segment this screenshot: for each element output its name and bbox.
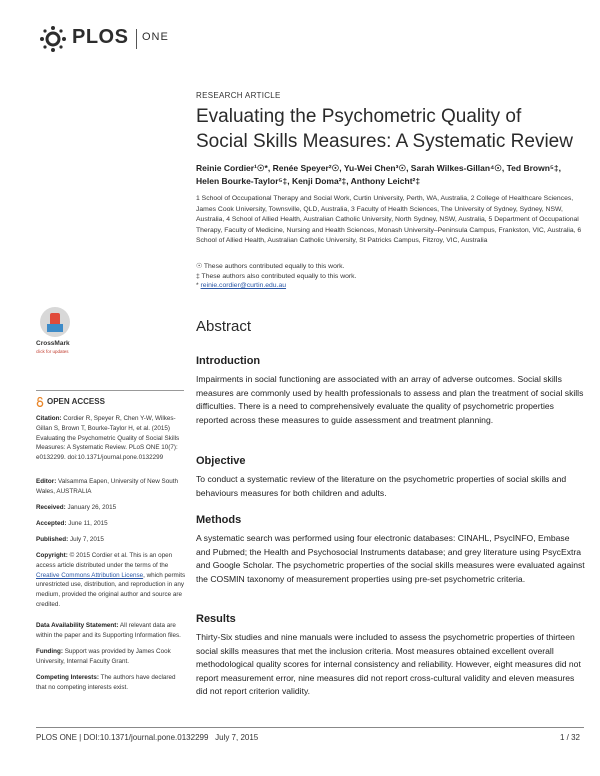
competing-text: The authors have declared that no competing interests exist. — [36, 674, 176, 691]
editor-label: Editor: — [36, 478, 57, 485]
introduction-text: Impairments in social functioning are associated with an array of adverse outcomes. Social skills measures are commonly used by health professionals to assess and plan the treatment of social skills difficulties. There is a need to comprehensively evaluate the quality of psychometric properties reported across these measures to guide assessment and treatment planning. — [196, 374, 584, 425]
copyright-text-rest: , which permits unrestricted use, distribution, and reproduction in any medium, provided the original author and source are credited. — [36, 571, 186, 608]
logo-divider — [136, 29, 137, 49]
sidebar-competing-interests — [36, 673, 186, 693]
journal-name: ONE — [142, 31, 169, 43]
methods-heading: Methods — [196, 514, 242, 526]
affiliations: 1 School of Occupational Therapy and Social Work, Curtin University, Perth, WA, Australia, 2 College of Healthcare Sciences, James Cook University, Townsville, QLD, Australia, 3 Faculty of Health Sciences, The University of Sydney, Sydney, NSW, Australia, 4 School of Allied Health, Australian Catholic University, North Sydney, NSW, Australia, 5 Department of Occupational Therapy, Faculty of Medicine, Nursing and Health Sciences, Monash University–Peninsula Campus, Frankston, VIC, Australia, 6 School of Allied Health, Australian Catholic University, St Patricks Campus, Fitzroy, VIC, Australia — [196, 195, 582, 244]
note-also-equal: ‡ These authors also contributed equally to this work. — [196, 272, 357, 280]
competing-label: Competing Interests: — [36, 674, 99, 681]
sidebar-received — [36, 503, 186, 513]
sidebar-data-availability — [36, 621, 186, 641]
methods-text: A systematic search was performed using four electronic databases: CINAHL, PsycINFO, Embase and Pubmed; the Health and Psychosocial Instruments database; and grey literature using PsycExtra and Google Scholar. The psychometric properties of the social skills measures were evaluated against the COSMIN taxonomy of measurement properties using pre-set psychometric criteria. — [196, 533, 585, 584]
published-label: Published: — [36, 536, 69, 543]
note-equal-contribution: ☉ These authors contributed equally to this work. — [196, 263, 345, 270]
plos-dots-icon — [38, 25, 68, 53]
author-notes — [196, 262, 586, 291]
page-number: 1 / 32 — [559, 733, 580, 742]
article-title: Evaluating the Psychometric Quality of Social Skills Measures: A Systematic Review — [196, 106, 573, 152]
footer-doi: PLOS ONE | DOI:10.1371/journal.pone.0132299 — [36, 733, 209, 742]
crossmark-badge[interactable] — [36, 307, 76, 365]
abstract-heading: Abstract — [196, 318, 252, 335]
sidebar-accepted — [36, 519, 186, 529]
results-heading: Results — [196, 613, 236, 625]
objective-heading: Objective — [196, 455, 246, 467]
crossmark-blue-bar — [47, 324, 63, 332]
editor-text: Valsamma Eapen, University of New South Wales, AUSTRALIA — [36, 478, 178, 495]
objective-text: To conduct a systematic review of the literature on the psychometric properties of social skills and behaviours measures for both children and adults. — [196, 474, 567, 498]
received-date: January 26, 2015 — [67, 504, 117, 511]
funding-label: Funding: — [36, 648, 63, 655]
results-text: Thirty-Six studies and nine manuals were included to assess the psychometric properties of thirteen social skills measures that met the inclusion criteria. Most measures obtained excellent overall methodological quality scores for internal consistency and reliability. However, eight measures did not report measurement error, nine measures did not report cross-cultural validity and eleven measures did not report criterion validity. — [196, 632, 581, 697]
copyright-text: © 2015 Cordier et al. This is an open access article distributed under the terms of the — [36, 552, 173, 569]
email-link[interactable]: reinie.cordier@curtin.edu.au — [200, 282, 287, 289]
sidebar-citation — [36, 414, 186, 463]
crossmark-label: CrossMark — [36, 340, 70, 347]
published-date: July 7, 2015 — [69, 536, 104, 543]
author-list: Reinie Cordier¹☉*, Renée Speyer²☉, Yu-Wei Chen³☉, Sarah Wilkes-Gillan⁴☉, Ted Brown⁵‡, Helen Bourke-Taylor⁵‡, Kenji Doma²‡, Anthony Leicht²‡ — [196, 163, 561, 186]
citation-label: Citation: — [36, 415, 62, 422]
accepted-label: Accepted: — [36, 520, 67, 527]
note-correspondence — [196, 281, 586, 291]
accepted-date: June 11, 2015 — [68, 520, 108, 527]
data-availability-text: All relevant data are within the paper and its Supporting Information files. — [36, 622, 181, 639]
received-label: Received: — [36, 504, 66, 511]
sidebar-top-rule — [36, 390, 184, 391]
citation-text: Cordier R, Speyer R, Chen Y-W, Wilkes-Gillan S, Brown T, Bourke-Taylor H, et al. (2015) Evaluating the Psychometric Quality of Social Skills Measures: A Systematic Review. PLoS ONE 10(7): e0132299. doi:10.1371/journal.pone.0132299 — [36, 415, 180, 462]
footer-date: July 7, 2015 — [215, 733, 259, 742]
note-star: * — [196, 282, 199, 289]
open-access-label: OPEN ACCESS — [47, 397, 105, 406]
license-link[interactable]: Creative Commons Attribution License — [36, 571, 144, 579]
data-availability-label: Data Availability Statement: — [36, 622, 119, 629]
copyright-label: Copyright: — [36, 552, 68, 559]
funding-text: Support was provided by James Cook University, Internal Faculty Grant. — [36, 648, 171, 665]
introduction-heading: Introduction — [196, 355, 261, 367]
footer-citation — [36, 733, 258, 742]
sidebar-copyright — [36, 551, 186, 610]
article-type-label: RESEARCH ARTICLE — [196, 91, 281, 100]
open-access-lock-icon — [36, 397, 44, 407]
sidebar-editor — [36, 477, 186, 497]
footer-rule — [36, 727, 584, 728]
sidebar-published — [36, 535, 186, 545]
plos-one-logo — [38, 25, 178, 53]
logo-wordmark: PLOS — [72, 26, 129, 48]
sidebar-funding — [36, 647, 186, 667]
crossmark-sublabel: click for updates — [36, 349, 69, 354]
